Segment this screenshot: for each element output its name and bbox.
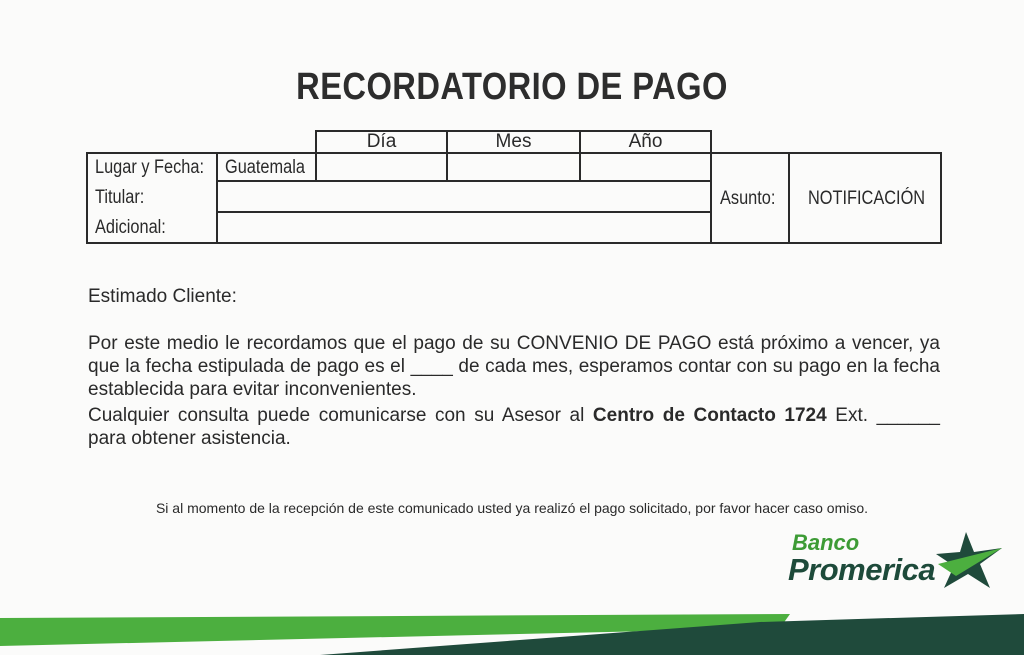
- adicional-cell[interactable]: [216, 211, 712, 244]
- titular-cell[interactable]: [216, 180, 712, 213]
- greeting: Estimado Cliente:: [88, 286, 237, 307]
- paragraph-contact-part3: para obtener asistencia.: [88, 428, 291, 449]
- asunto-value: NOTIFICACIÓN: [808, 188, 926, 209]
- header-anio: Año: [628, 131, 663, 152]
- paragraph-contact-part2: Ext.: [826, 405, 877, 426]
- page-title: RECORDATORIO DE PAGO: [296, 66, 728, 108]
- lugar-value: Guatemala: [225, 157, 305, 178]
- day-blank: ____: [410, 356, 453, 377]
- footnote: Si al momento de la recepción de este comunicado usted ya realizó el pago solicitado, por favor hacer caso omiso.: [155, 500, 869, 516]
- asunto-label: Asunto:: [720, 188, 776, 209]
- star-logo-icon: [936, 530, 1006, 592]
- paragraph-contact: [88, 404, 940, 450]
- adicional-label: Adicional:: [95, 217, 166, 238]
- anio-cell[interactable]: [579, 152, 712, 182]
- paragraph-reminder-part1: Por este medio le recordamos que el pago de su CONVENIO DE PAGO está próximo a vencer, ya que la fecha estipulada de pago es el: [88, 333, 940, 377]
- paragraph-reminder: [88, 332, 940, 401]
- paragraph-contact-part1: Cualquier consulta puede comunicarse con su Asesor al: [88, 405, 593, 426]
- logo-banco-text: Banco: [792, 530, 860, 555]
- lugar-fecha-label: Lugar y Fecha:: [95, 157, 205, 178]
- header-dia: Día: [366, 131, 397, 152]
- bottom-stripes: [0, 610, 1024, 655]
- dia-cell[interactable]: [315, 152, 448, 182]
- header-mes: Mes: [495, 131, 532, 152]
- logo-promerica-text: Promerica: [788, 552, 936, 587]
- titular-label: Titular:: [95, 187, 145, 208]
- paragraph-reminder-part2: de cada mes, esperamos contar con su pago en la fecha establecida para evitar inconvenientes.: [88, 356, 940, 400]
- mes-cell[interactable]: [446, 152, 581, 182]
- contact-center: Centro de Contacto 1724: [592, 405, 827, 426]
- extension-blank: ______: [876, 405, 940, 426]
